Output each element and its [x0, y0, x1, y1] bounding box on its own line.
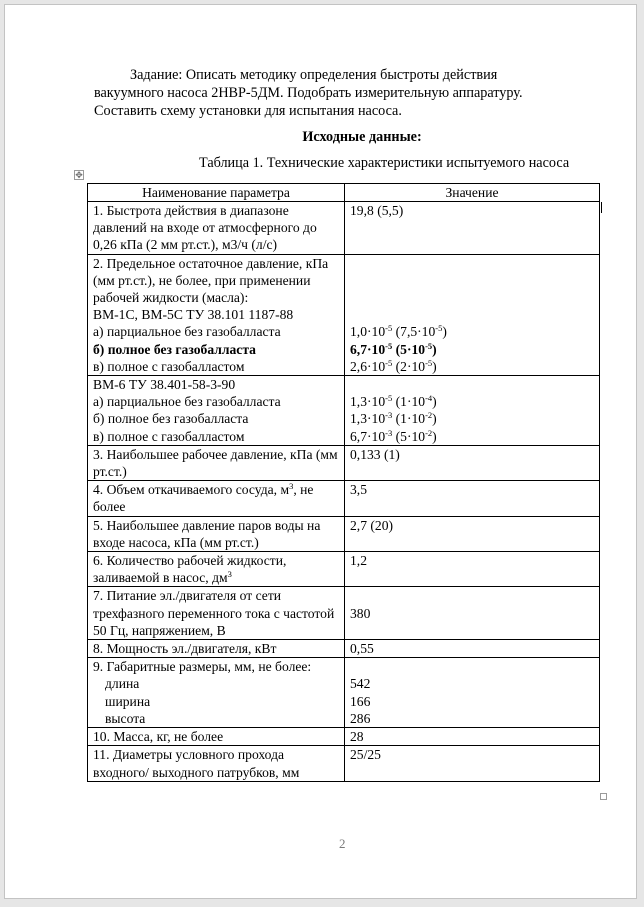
table-row [88, 481, 600, 516]
table-move-handle-icon[interactable]: ✥ [75, 170, 83, 180]
param-cell [88, 376, 345, 446]
table-resize-handle-icon[interactable] [600, 793, 607, 800]
section-heading: Исходные данные: [302, 129, 422, 145]
oil-name: ВМ-6 ТУ 38.401-58-3-90 [93, 377, 236, 393]
value-cell: 2,7 (20) [345, 516, 600, 551]
param-cell: 7. Питание эл./двигателя от сети трехфазного переменного тока с частотой 50 Гц, напряжением, В [88, 587, 345, 640]
table-row [88, 728, 600, 746]
table-row [88, 516, 600, 551]
param-cell: 11. Диаметры условного прохода входного/ выходного патрубков, мм [88, 746, 345, 781]
param-intro: 9. Габаритные размеры, мм, не более: [93, 659, 312, 675]
task-paragraph [94, 66, 564, 120]
table-row [88, 658, 600, 728]
header-parameter: Наименование параметра [88, 184, 345, 202]
param-cell [88, 658, 345, 728]
value-cell [345, 376, 600, 446]
sub-param-value: $6,7\cdot 10^{-3}$ $(5\cdot 10^{-2})$ [350, 427, 437, 444]
param-cell [88, 254, 345, 375]
task-text: Задание: Описать методику определения быстроты действия вакуумного насоса 2НВР-5ДМ. Подобрать измерительную аппаратуру. Составить схему установки для испытания насоса. [94, 67, 523, 119]
table-row [88, 552, 600, 587]
dimension-label: высота [105, 710, 146, 726]
table-row [88, 746, 600, 781]
sub-param-label: а) парциальное без газобалласта [93, 394, 281, 410]
param-cell: 6. Количество рабочей жидкости, заливаемой в насос, $дм^3$ [88, 552, 345, 587]
table-row [88, 202, 600, 255]
sub-param-value: $1,3\cdot 10^{-3}$ $(1\cdot 10^{-2})$ [350, 410, 437, 427]
value-cell [345, 658, 600, 728]
table-row [88, 376, 600, 446]
param-cell: 10. Масса, кг, не более [88, 728, 345, 746]
sub-param-label: а) парциальное без газобалласта [93, 324, 281, 340]
sub-param-label: б) полное без газобалласта [93, 411, 249, 427]
sub-param-value: $6,7\cdot 10^{-5}$ $(5\cdot 10^{-5})$ [350, 340, 437, 357]
table-caption: Таблица 1. Технические характеристики испытуемого насоса [199, 155, 570, 171]
param-intro: 2. Предельное остаточное давление, кПа (мм рт.ст.), не более, при применении рабочей жидкости (масла): [93, 255, 329, 306]
value-cell: 19,8 (5,5) [345, 202, 600, 255]
dimension-value: 542 [350, 676, 371, 692]
param-cell: 1. Быстрота действия в диапазоне давлений на входе от атмосферного до 0,26 кПа (2 мм рт.ст.), м3/ч (л/с) [88, 202, 345, 255]
value-cell: 1,2 [345, 552, 600, 587]
param-cell: 3. Наибольшее рабочее давление, кПа (мм рт.ст.) [88, 445, 345, 480]
page-number: 2 [339, 836, 346, 851]
value-cell [345, 254, 600, 375]
sub-param-value: $2,6\cdot 10^{-5}$ $(2\cdot 10^{-5})$ [350, 357, 437, 374]
dimension-label: ширина [105, 693, 151, 709]
param-cell: 5. Наибольшее давление паров воды на входе насоса, кПа (мм рт.ст.) [88, 516, 345, 551]
table-row [88, 640, 600, 658]
param-cell: 4. Объем откачиваемого сосуда, $м^3$, не более [88, 481, 345, 516]
header-value: Значение [345, 184, 600, 202]
value-cell: 3,5 [345, 481, 600, 516]
value-cell: 25/25 [345, 746, 600, 781]
dimension-value: 166 [350, 693, 371, 709]
table-header-row [88, 184, 600, 202]
table-row [88, 587, 600, 640]
sub-param-value: $1,0\cdot 10^{-5}$ $(7,5\cdot 10^{-5})$ [350, 323, 447, 340]
table-row [88, 254, 600, 375]
value-cell: 28 [345, 728, 600, 746]
value-cell: 0,133 (1) [345, 445, 600, 480]
sub-param-value: $1,3\cdot 10^{-5}$ $(1\cdot 10^{-4})$ [350, 393, 437, 410]
value-cell: 0,55 [345, 640, 600, 658]
oil-name: ВМ-1С, ВМ-5С ТУ 38.101 1187-88 [93, 307, 294, 323]
dimension-value: 286 [350, 710, 371, 726]
sub-param-label: в) полное с газобалластом [93, 358, 245, 374]
value-cell: 380 [345, 587, 600, 640]
table-row [88, 445, 600, 480]
param-cell: 8. Мощность эл./двигателя, кВт [88, 640, 345, 658]
sub-param-label: б) полное без газобалласта [93, 341, 256, 357]
sub-param-label: в) полное с газобалластом [93, 428, 245, 444]
dimension-label: длина [105, 676, 140, 692]
text-cursor [601, 202, 602, 213]
specs-table [87, 183, 600, 782]
